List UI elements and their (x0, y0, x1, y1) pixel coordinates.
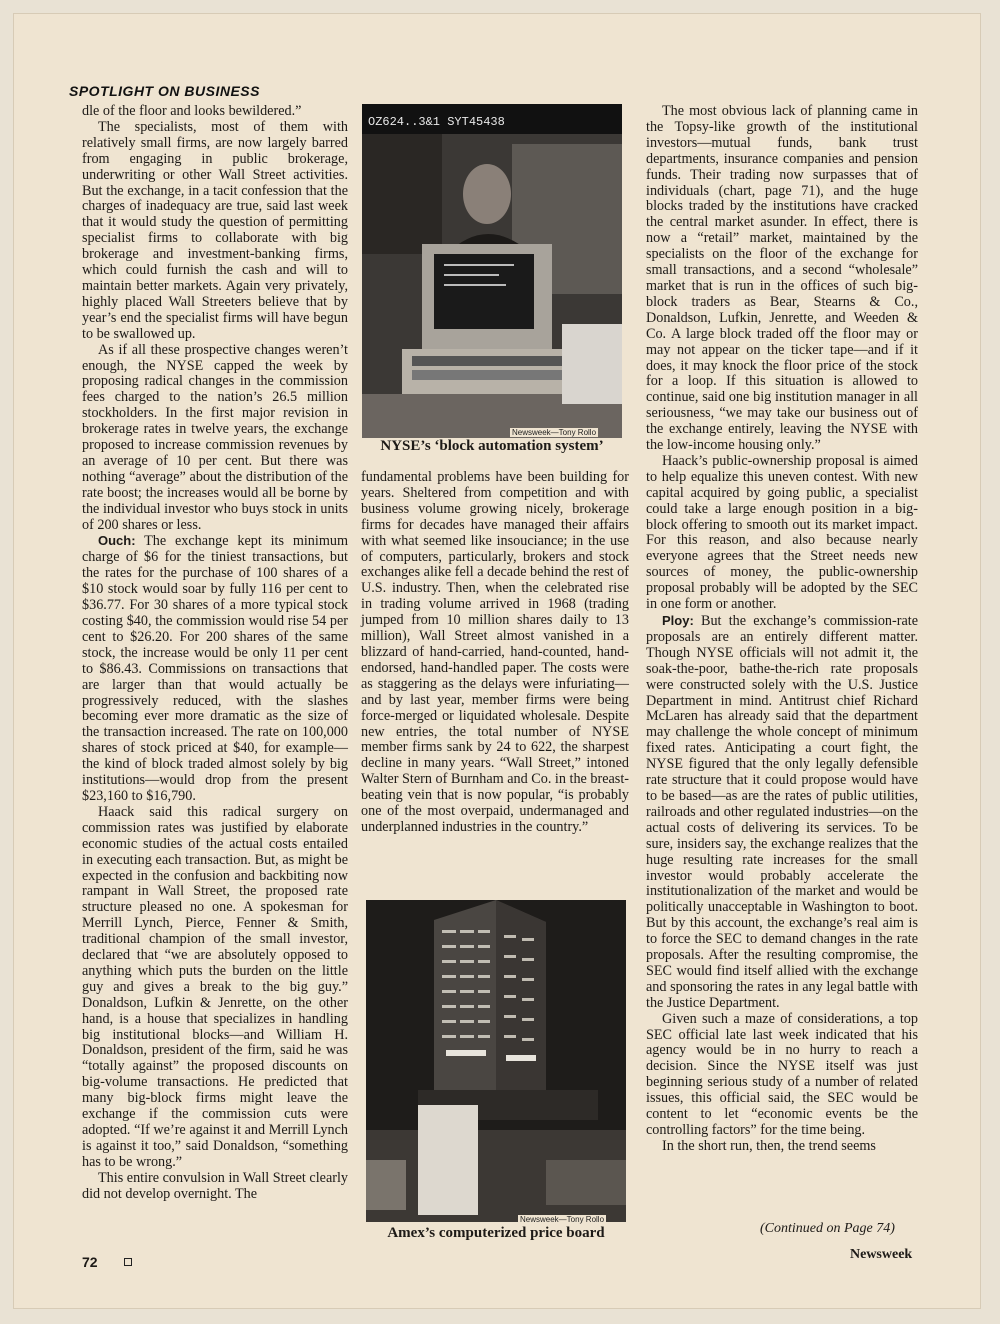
nyse-block-automation-photo (362, 104, 622, 438)
column-1 (82, 104, 348, 1203)
photo-illustration (362, 104, 622, 438)
paragraph-text: But the exchange’s commission-rate proposals are an entirely different matter. Though NYSE officials will not admit it, the soak-the-poor, bathe-the-rich rate proposals were constructed solely with the U.S. Justice Department in mind. Antitrust chief Richard McLaren has already said that the department may challenge the whole concept of minimum fixed rates. Anticipating a court fight, the NYSE figured that the only legally defensible rate structure that it could propose would have to be based—as are the rates of public utilities, railroads and other regulated industries—on the actual costs of delivering its services. To be sure, insiders say, the exchange realizes that the huge resulting rate increases for the small investor would probably accelerate the institutionalization of the market and would be politically unacceptable in Washington to boot. But by this account, the exchange’s real aim is to force the SEC to demand changes in the rate proposals. After the resulting compromise, the SEC would find itself allied with the exchange and sponsoring the rates in any legal battle with the Justice Department. (646, 613, 919, 1011)
section-header: SPOTLIGHT ON BUSINESS (69, 83, 260, 99)
run-in-head: Ploy: (662, 613, 694, 628)
paragraph: dle of the floor and looks bewildered.” (82, 103, 302, 119)
photo-credit: Newsweek—Tony Rollo (512, 428, 597, 437)
amex-price-board-photo (366, 900, 626, 1222)
paragraph-text: The exchange kept its minimum charge of $6 for the tiniest transactions, but the rates for the purchase of 100 shares of a $10 stock would soar by fully 116 per cent to $36.77. For 30 shares of a more typical stock costing $40, the commission would rise 54 per cent to $26.20. For 200 shares of the same stock, the increase would be only 11 per cent to $86.43. Commissions on transactions that are larger than that would actually be progressively reduced, with the slashes becoming ever more dramatic as the size of the transaction increased. The rate on 100,000 shares of stock priced at $40, for example—the kind of block traded almost solely by big institutions—would drop from the present $23,160 to $16,790. (82, 533, 348, 804)
paragraph: As if all these prospective changes weren’t enough, the NYSE capped the week by proposing radical changes in the commission fees charged to the nation’s 26.5 million stockholders. In the first major revision in brokerage rates in twelve years, the exchange proposed to increase commission revenues by an average of 10 per cent. But there was nothing “average” about the distribution of the rate boost; the increases would all be borne by the individual investor who buys stock in units of 200 shares or less. (82, 341, 348, 533)
paragraph: Haack said this radical surgery on commission rates was justified by elaborate economic studies of the actual costs entailed in executing each transaction. But, as might be expected in the confusion and backbiting now rampant in Wall Street, the proposed rate structure pleased no one. A spokesman for Merrill Lynch, Pierce, Fenner & Smith, traditional champion of the small investor, declared that “we are absolutely opposed to anything which puts the burden on the little guy and gives a break to the big guy.” Donaldson, Lufkin & Jenrette, on the other hand, is a house that specializes in handling big institutional blocks—and William H. Donaldson, president of the firm, said he was “totally against” the proposed discounts on big-volume transactions. He predicted that many big-block firms might leave the exchange if the commission cuts were adopted. “If we’re against it and Merrill Lynch is against it too,” said Donaldson, “something has to be wrong.” (82, 803, 348, 1170)
photo-caption: NYSE’s ‘block automation system’ (380, 438, 604, 454)
column-3 (646, 104, 918, 1155)
paragraph: The most obvious lack of planning came in the Topsy-like growth of the institutional investors—mutual funds, bank trust departments, insurance companies and pension funds. Their trading now surpasses that of individuals (chart, page 71), and the huge blocks traded by the institutions have cracked the central market asunder. In effect, there is now a “retail” market, maintained by the specialists on the floor of the exchange for small transactions, and a second “wholesale” market that is run in the offices of such big-block traders as Bear, Stearns & Co., Donaldson, Lufkin, Jenrette, and Weeden & Co. A large block traded off the floor may or may not appear on the ticker tape—and if it does, it may knock the floor price of the stock for a loop. If this situation is allowed to continue, said one big institution manager in all seriousness, “we may take our business out of the exchange entirely, leaving the NYSE with the low-income housing only.” (646, 103, 918, 454)
column-2 (361, 470, 629, 836)
paragraph: The specialists, most of them with relatively small firms, are now largely barred from engaging in public brokerage, underwriting or other Wall Street activities. But the exchange, in a tacit confession that the charges of inadequacy are true, said last week that it would study the question of permitting specialist firms to collaborate with big brokerage and investment-banking firms, which could furnish the cash and will to maintain better markets. Again very privately, highly placed Wall Streeters believe that by year’s end the specialist firms will have begun to be swallowed up. (82, 118, 348, 342)
paragraph (82, 533, 348, 804)
page-number: 72 (82, 1254, 98, 1270)
paragraph: This entire convulsion in Wall Street clearly did not develop overnight. The (82, 1169, 348, 1202)
ticker-text: OZ624..3&1 SYT45438 (368, 115, 505, 129)
paragraph: In the short run, then, the trend seems (662, 1137, 876, 1154)
photo-caption: Amex’s computerized price board (387, 1225, 605, 1241)
run-in-head: Ouch: (98, 533, 136, 549)
paragraph: fundamental problems have been building for years. Sheltered from competition and with business volume growing nicely, brokerage firms for decades have managed their affairs with what seemed like insouciance; in the use of computers, particularly, brokers and stock exchanges alike fell a decade behind the rest of U.S. industry. Then, when the celebrated rise in trading volume arrived in 1968 (trading jumped from 10 million shares daily to 13 million), Wall Street almost vanished in a blizzard of hand-carried, hand-counted, hand-endorsed, hand-handled paper. The costs were as staggering as the delays were infuriating—and by last year, member firms were being force-merged or liquidated wholesale. Despite new entries, the total number of NYSE member firms sank by 24 to 622, the sharpest decline in many years. “Wall Street,” intoned Walter Stern of Burnham and Co. in the breast-beating vein that is now popular, “is probably one of the most overpaid, undermanaged and underplanned industries in the country.” (361, 469, 629, 835)
paragraph (646, 613, 918, 1012)
paragraph: Given such a maze of considerations, a top SEC official late last week indicated that his agency would be in no hurry to reach a decision. Since the NYSE itself was just beginning serious study of a number of related issues, this official said, the SEC would be content to let “economic events be the controlling factors” for the time being. (646, 1010, 918, 1138)
continued-note: (Continued on Page 74) (760, 1221, 895, 1236)
photo-illustration (366, 900, 626, 1222)
paragraph: Haack’s public-ownership proposal is aimed to help equalize this uneven contest. With new capital acquired by going public, a specialist could take a large enough position in a big-block offering to smooth out its market impact. For this reason, and also because nearly everyone agrees that the Street needs new sources of money, the public-ownership proposal probably will be adopted by the SEC in one form or another. (646, 452, 918, 613)
end-box-icon (124, 1258, 132, 1266)
photo-credit: Newsweek—Tony Rollo (520, 1215, 605, 1224)
magazine-name: Newsweek (850, 1247, 913, 1262)
